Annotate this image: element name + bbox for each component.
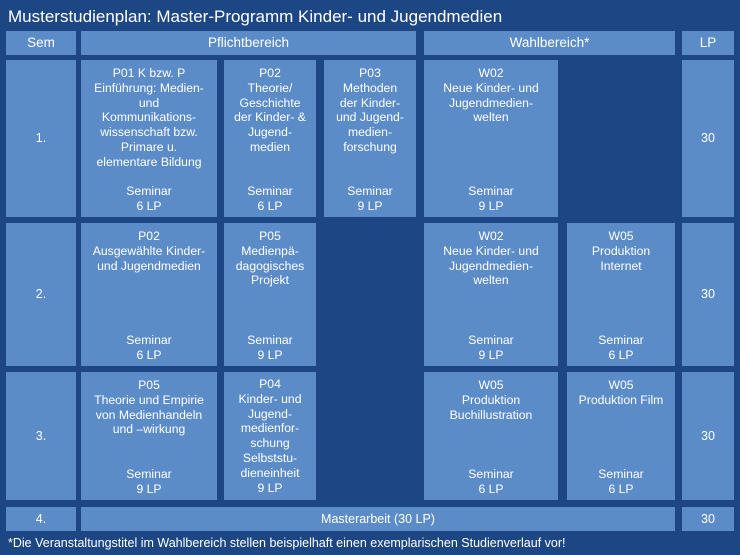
module-lp: 6 LP [136,199,162,214]
module-title: P02 Ausgewählte Kinder- und Jugendmedien [92,229,206,273]
module-type: Seminar [126,184,172,199]
module-s2-p05 [224,223,316,366]
module-type: Seminar [468,467,514,482]
module-title: P05 Medienpä- dagogisches Projekt [235,229,305,288]
module-s3-w05-buchillustration [424,372,558,500]
module-s3-p04 [224,372,316,500]
module-lp: 9 LP [257,480,283,495]
module-s2-w02 [424,223,558,366]
module-s1-p03 [324,60,416,217]
module-title: P05 Theorie und Empirie von Medienhandeln und –wirkung [94,378,204,437]
module-type: Seminar [598,333,644,348]
module-lp: 6 LP [478,482,504,497]
module-footer [84,467,214,497]
module-title: P02 Theorie/ Geschichte der Kinder- & Jugend- medien [234,66,306,154]
module-title: P04 Kinder- und Jugend- medienfor- schung Selbststu- dieneinheit 9 LP [227,377,313,495]
module-footer [427,467,555,497]
module-lp: 6 LP [608,482,634,497]
module-type: Seminar [468,333,514,348]
header-pflichtbereich: Pflichtbereich [81,31,416,55]
module-lp: 6 LP [608,348,634,363]
module-title: W02 Neue Kinder- und Jugendmedien- welten [443,66,539,125]
semester-label-1: 1. [6,60,76,217]
header-lp: LP [682,31,734,55]
module-title: W05 Produktion Buchillustration [449,378,533,422]
module-type: Seminar [247,184,293,199]
module-lp: 9 LP [478,348,504,363]
module-s1-p01 [81,60,217,217]
module-footer [427,184,555,214]
page-title: Musterstudienplan: Master-Programm Kinder- und Jugendmedien [8,7,503,26]
module-type: Seminar [247,333,293,348]
module-lp: 6 LP [257,199,283,214]
module-footer [84,333,214,363]
module-title: P03 Methoden der Kinder- und Jugend- medien- forschung [336,66,404,154]
module-title: P01 K bzw. P Einführung: Medien- und Kommunikations- wissenschaft bzw. Primare u. elementare Bildung [94,66,204,169]
masterarbeit-bar: Masterarbeit (30 LP) [81,507,675,531]
semester-lp-4: 30 [682,507,734,531]
module-lp: 9 LP [257,348,283,363]
module-s3-p05 [81,372,217,500]
module-s2-w05 [567,223,675,366]
module-footer [570,333,672,363]
module-title: W05 Produktion Internet [591,229,651,273]
semester-lp-2: 30 [682,223,734,366]
header-wahlbereich: Wahlbereich* [424,31,675,55]
module-footer [84,184,214,214]
module-lp: 6 LP [136,348,162,363]
module-s3-w05-film [567,372,675,500]
module-title: W02 Neue Kinder- und Jugendmedien- welten [443,229,539,288]
module-type: Seminar [347,184,393,199]
semester-label-4: 4. [6,507,76,531]
module-footer [570,467,672,497]
module-s1-p02 [224,60,316,217]
module-type: Seminar [126,467,172,482]
module-type: Seminar [468,184,514,199]
module-s2-p02 [81,223,217,366]
module-type: Seminar [126,333,172,348]
module-footer [327,184,413,214]
module-s1-w02 [424,60,558,217]
module-lp: 9 LP [136,482,162,497]
module-lp: 9 LP [357,199,383,214]
module-type: Seminar [598,467,644,482]
module-footer [427,333,555,363]
header-sem: Sem [6,31,76,55]
module-lp: 9 LP [478,199,504,214]
semester-lp-3: 30 [682,372,734,500]
semester-lp-1: 30 [682,60,734,217]
semester-label-2: 2. [6,223,76,366]
module-footer [227,184,313,214]
semester-label-3: 3. [6,372,76,500]
footnote: *Die Veranstaltungstitel im Wahlbereich stellen beispielhaft einen exemplarischen Studienverlauf vor! [8,536,566,550]
module-footer [227,333,313,363]
module-title: W05 Produktion Film [578,378,664,407]
